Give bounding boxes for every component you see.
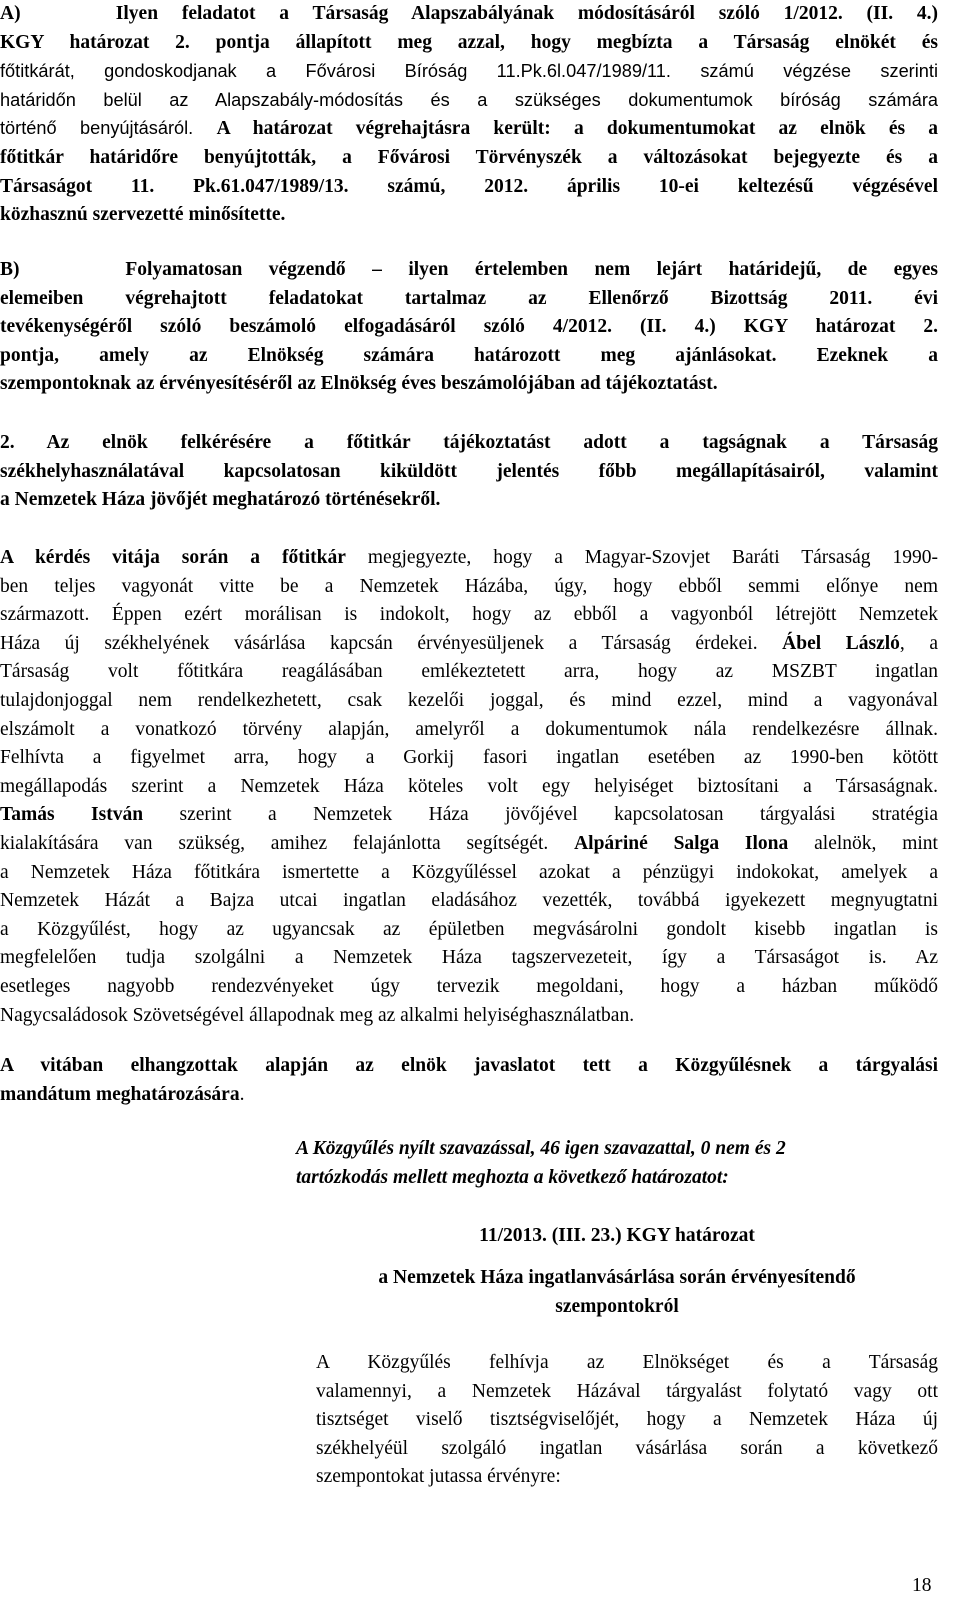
section-a-line-text: főtitkár határidőre benyújtották, a Fővárosi Törvényszék a változásokat bejegyezte és a (0, 146, 938, 168)
section-a-line-text: Társaságot 11. Pk.61.047/1989/13. számú, 2012. április 10-ei keltezésű végzésével (0, 175, 938, 197)
debate-line (0, 544, 938, 573)
section-b-line-text: elemeiben végrehajtott feladatokat tartalmaz az Ellenőrző Bizottság 2011. évi (0, 287, 938, 309)
resolution-body (316, 1349, 938, 1492)
section-a-line-text: A) Ilyen feladatot a Társaság Alapszabályának módosításáról szóló 1/2012. (II. 4.) (0, 3, 938, 24)
debate-line (0, 801, 938, 830)
section-a-line-text: KGY határozat 2. pontja állapított meg azzal, hogy megbízta a Társaság elnökét és (0, 31, 938, 53)
resolution-title-line: szempontokról (555, 1295, 679, 1317)
debate-speaker: A kérdés vitája során a főtitkár (0, 547, 346, 568)
section-a-line-text: A határozat végrehajtásra került: a dokumentumokat az elnök és a (216, 118, 938, 140)
debate-line: Felhívta a figyelmet arra, hogy a Gorkij fasori ingatlan esetében az 1990-ben kötött (0, 747, 938, 769)
section-a (0, 0, 938, 230)
section-2-line-text: székhelyhasználatával kapcsolatosan kiküldött jelentés főbb megállapításairól, valamint (0, 460, 938, 482)
debate-speaker: Alpáriné Salga Ilona (574, 832, 789, 854)
debate-line: a Nemzetek Háza főtitkára ismertette a Közgyűléssel azokat a pénzügyi indokokat, amelyek a (0, 861, 938, 883)
resolution-body-line: valamennyi, a Nemzetek Házával tárgyalást folytató vagy ott (316, 1380, 938, 1402)
section-2-line (0, 458, 938, 487)
proposal-line-text: A vitában elhangzottak alapján az elnök javaslatot tett a Közgyűlésnek a tárgyalási (0, 1055, 938, 1076)
debate-text: , a (899, 632, 939, 654)
section-2 (0, 429, 938, 515)
debate-line: Nagycsaládosok Szövetségével állapodnak meg az alkalmi helyiséghasználatban. (0, 1004, 635, 1026)
resolution-number: 11/2013. (III. 23.) KGY határozat (479, 1225, 755, 1246)
debate-line: tulajdonjoggal nem rendelkezhetett, csak kezelői joggal, és mind ezzel, mind a vagyonával (0, 689, 938, 711)
debate-line (0, 830, 938, 859)
debate-paragraph (0, 544, 938, 1030)
debate-line: megfelelően tudja szolgálni a Nemzetek Háza tagszervezeteit, így a Társaságot is. Az (0, 947, 938, 969)
debate-line (0, 630, 938, 659)
section-2-line (0, 486, 938, 515)
debate-text: szerint a Nemzetek Háza jövőjével kapcsolatosan tárgyalási stratégia (143, 804, 938, 826)
debate-text: kialakítására van szükség, amihez felajánlotta segítségét. (0, 832, 575, 854)
section-b-line-text: pontja, amely az Elnökség számára határozott meg ajánlásokat. Ezeknek a (0, 344, 938, 366)
section-b-line (0, 342, 938, 371)
debate-speaker: Ábel László (782, 632, 900, 654)
section-2-line-text: 2. Az elnök felkérésére a főtitkár tájékoztatást adott a tagságnak a Társaság (0, 432, 938, 453)
section-2-line-text: a Nemzetek Háza jövőjét meghatározó történésekről. (0, 489, 441, 511)
proposal-line (0, 1052, 938, 1081)
section-a-line (0, 201, 938, 230)
debate-line: származott. Éppen ezért morálisan is indokolt, hogy az ebből a vagyonból létrejött Nemzetek (0, 604, 938, 626)
debate-text: Háza új székhelyének vásárlása kapcsán érvényesüljenek a Társaság érdekei. (0, 632, 783, 654)
section-a-line: határidőn belül az Alapszabály-módosítás és a szükséges dokumentumok bíróság számára (0, 89, 938, 110)
debate-line: esetleges nagyobb rendezvényeket úgy tervezik megoldani, hogy a házban működő (0, 975, 938, 997)
section-a-line-text: történő benyújtásáról. (0, 118, 217, 139)
section-a-line (0, 144, 938, 173)
proposal-line (0, 1081, 938, 1110)
debate-text: megjegyezte, hogy a Magyar-Szovjet Baráti Társaság 1990- (345, 547, 938, 568)
debate-line: Nemzetek Házát a Bajza utcai ingatlan eladásához vezették, továbbá igyekezett megnyugtatni (0, 890, 938, 912)
section-2-line (0, 429, 938, 458)
section-a-line (0, 114, 938, 144)
debate-line: megállapodás szerint a Nemzetek Háza köteles volt egy helyiséget biztosítani a Társaságnak. (0, 775, 938, 797)
section-b (0, 256, 938, 399)
debate-line: a Közgyűlést, hogy az ugyancsak az épületben megvásárolni gondolt kisebb ingatlan is (0, 918, 938, 940)
vote-statement (296, 1135, 938, 1192)
section-a-line-text: közhasznú szervezetté minősítette. (0, 204, 286, 226)
section-a-line (0, 29, 938, 58)
section-b-line-text: tevékenységéről szóló beszámoló elfogadásáról szóló 4/2012. (II. 4.) KGY határozat 2. (0, 316, 938, 338)
section-a-line (0, 173, 938, 202)
section-b-line-text: szempontoknak az érvényesítéséről az Elnökség éves beszámolójában ad tájékoztatást. (0, 373, 718, 395)
resolution-body-line: A Közgyűlés felhívja az Elnökséget és a Társaság (316, 1352, 938, 1373)
resolution-body-line: székhelyéül szolgáló ingatlan vásárlása során a következő (316, 1437, 938, 1459)
debate-text: alelnök, mint (788, 832, 938, 854)
section-b-line (0, 313, 938, 342)
section-b-line (0, 256, 938, 285)
debate-speaker: Tamás István (0, 804, 144, 826)
section-b-line-text: B) Folyamatosan végzendő – ilyen értelemben nem lejárt határidejű, de egyes (0, 259, 938, 280)
section-a-line (0, 0, 938, 29)
debate-line: elszámolt a vonatkozó törvény alapján, amelyről a dokumentumok nála rendelkezésre állnak. (0, 718, 938, 740)
debate-line: ben teljes vagyonát vitte be a Nemzetek Házába, úgy, hogy ebből semmi előnye nem (0, 575, 938, 597)
vote-line: A Közgyűlés nyílt szavazással, 46 igen szavazattal, 0 nem és 2 (296, 1138, 786, 1159)
section-a-line: főtitkárát, gondoskodjanak a Fővárosi Bíróság 11.Pk.6l.047/1989/11. számú végzése szerinti (0, 61, 938, 82)
debate-line: Társaság volt főtitkára reagálásában emlékeztetett arra, hogy az MSZBT ingatlan (0, 661, 938, 683)
resolution-body-line: tisztséget viselő tisztségviselőjét, hogy a Nemzetek Háza új (316, 1409, 938, 1431)
proposal-paragraph (0, 1052, 938, 1109)
vote-line: tartózkodás mellett meghozta a következő határozatot: (296, 1166, 729, 1188)
resolution-body-line: szempontokat jutassa érvényre: (316, 1466, 561, 1488)
resolution-title-line: a Nemzetek Háza ingatlanvásárlása során érvényesítendő (378, 1267, 856, 1288)
resolution-title (296, 1264, 938, 1321)
proposal-end: . (239, 1083, 245, 1105)
section-b-line (0, 370, 938, 399)
page-number: 18 (912, 1575, 932, 1596)
proposal-line-text: mandátum meghatározására (0, 1083, 240, 1105)
section-b-line (0, 285, 938, 314)
